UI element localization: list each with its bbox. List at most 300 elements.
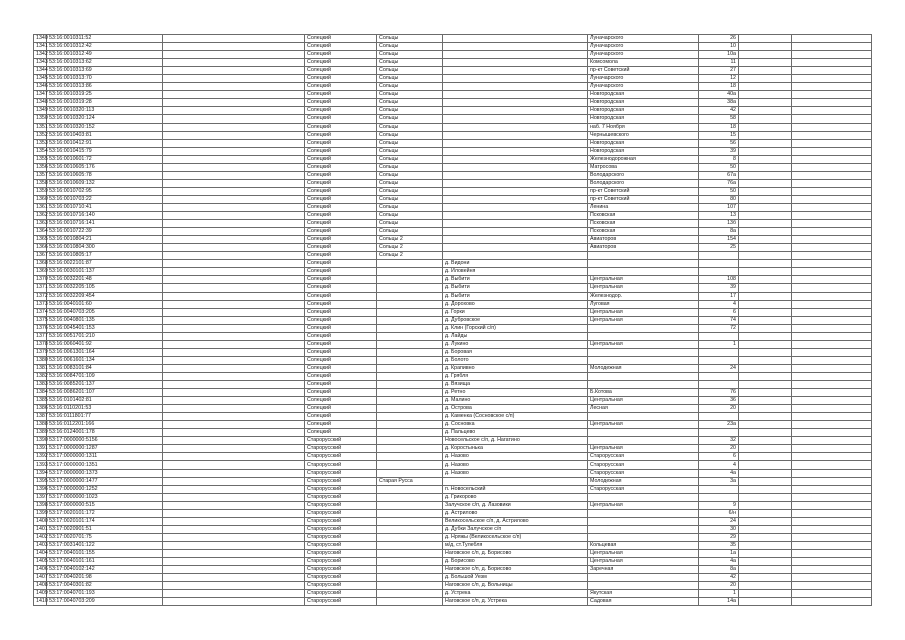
table-row	[34, 445, 872, 453]
street-cell	[588, 429, 699, 437]
row-number-cell: 1393	[34, 461, 47, 469]
cadastral-number-cell: 53:17:0000000:1477	[47, 477, 163, 485]
row-number-cell: 1409	[34, 590, 47, 598]
house-number-cell: 8а	[699, 566, 739, 574]
city-cell	[377, 541, 443, 549]
cadastral-number-cell: 53:16:0010313:62	[47, 59, 163, 67]
empty-column-cell	[739, 292, 792, 300]
empty-column-cell	[739, 155, 792, 163]
street-cell: Луговая	[588, 300, 699, 308]
district-cell: Солецкий	[305, 139, 377, 147]
row-number-cell: 1373	[34, 300, 47, 308]
table-row	[34, 147, 872, 155]
district-cell: Солецкий	[305, 308, 377, 316]
empty-column-cell	[739, 99, 792, 107]
cadastral-number-cell: 53:16:0010703:22	[47, 195, 163, 203]
street-cell	[588, 582, 699, 590]
empty-column-cell	[792, 421, 872, 429]
street-cell: Чернышевского	[588, 131, 699, 139]
empty-column-cell	[739, 115, 792, 123]
cadastral-number-cell: 53:16:0045401:153	[47, 324, 163, 332]
empty-column-cell	[739, 244, 792, 252]
row-number-cell: 1391	[34, 445, 47, 453]
empty-column-cell	[739, 324, 792, 332]
cadastral-number-cell: 53:17:0000000:1287	[47, 445, 163, 453]
district-cell: Солецкий	[305, 381, 377, 389]
district-cell: Солецкий	[305, 35, 377, 43]
empty-column-cell	[739, 574, 792, 582]
cadastral-number-cell: 53:17:0040301:82	[47, 582, 163, 590]
empty-column-cell	[792, 340, 872, 348]
cadastral-number-cell: 53:16:0010605:78	[47, 171, 163, 179]
city-cell	[377, 437, 443, 445]
table-row	[34, 155, 872, 163]
settlement-cell: п. Новосельский	[443, 485, 588, 493]
row-number-cell: 1387	[34, 413, 47, 421]
cadastral-number-cell: 53:16:0010319:25	[47, 91, 163, 99]
street-cell: Комсомола	[588, 59, 699, 67]
house-number-cell: 13б	[699, 220, 739, 228]
house-number-cell: 27	[699, 67, 739, 75]
city-cell	[377, 421, 443, 429]
street-cell: Заречная	[588, 566, 699, 574]
row-number-cell: 1347	[34, 91, 47, 99]
district-cell: Солецкий	[305, 91, 377, 99]
district-cell: Солецкий	[305, 372, 377, 380]
table-row	[34, 332, 872, 340]
empty-column-cell	[163, 461, 305, 469]
street-cell: Володарского	[588, 179, 699, 187]
house-number-cell: 32	[699, 437, 739, 445]
empty-column-cell	[163, 147, 305, 155]
settlement-cell	[443, 139, 588, 147]
empty-column-cell	[792, 99, 872, 107]
settlement-cell: д. Видони	[443, 260, 588, 268]
street-cell: пр-кт Советский	[588, 187, 699, 195]
empty-column-cell	[163, 525, 305, 533]
empty-column-cell	[163, 236, 305, 244]
table-row	[34, 397, 872, 405]
cadastral-number-cell: 53:16:0124001:178	[47, 429, 163, 437]
city-cell: Сольцы	[377, 131, 443, 139]
row-number-cell: 1395	[34, 477, 47, 485]
district-cell: Старорусский	[305, 541, 377, 549]
city-cell: Сольцы	[377, 51, 443, 59]
empty-column-cell	[739, 372, 792, 380]
house-number-cell: 1	[699, 590, 739, 598]
cadastral-number-cell: 53:16:0010601:72	[47, 155, 163, 163]
row-number-cell: 1403	[34, 541, 47, 549]
cadastral-number-cell: 53:16:0032201:48	[47, 276, 163, 284]
house-number-cell: 50	[699, 187, 739, 195]
city-cell	[377, 276, 443, 284]
empty-column-cell	[163, 477, 305, 485]
house-number-cell: 24	[699, 517, 739, 525]
empty-column-cell	[739, 356, 792, 364]
row-number-cell: 1344	[34, 67, 47, 75]
empty-column-cell	[792, 59, 872, 67]
house-number-cell	[699, 356, 739, 364]
row-number-cell: 1362	[34, 212, 47, 220]
cadastral-number-cell: 53:16:0040801:135	[47, 316, 163, 324]
empty-column-cell	[792, 453, 872, 461]
empty-column-cell	[163, 582, 305, 590]
settlement-cell: Залучское с/п, д. Лазовики	[443, 501, 588, 509]
district-cell: Старорусский	[305, 525, 377, 533]
settlement-cell	[443, 75, 588, 83]
empty-column-cell	[739, 533, 792, 541]
street-cell	[588, 493, 699, 501]
street-cell: Центральная	[588, 445, 699, 453]
city-cell: Сольцы	[377, 195, 443, 203]
cadastral-number-cell: 53:16:0010609:132	[47, 179, 163, 187]
table-row	[34, 558, 872, 566]
house-number-cell	[699, 252, 739, 260]
empty-column-cell	[792, 203, 872, 211]
table-row	[34, 284, 872, 292]
district-cell: Старорусский	[305, 453, 377, 461]
empty-column-cell	[792, 107, 872, 115]
city-cell	[377, 429, 443, 437]
empty-column-cell	[792, 300, 872, 308]
district-cell: Солецкий	[305, 316, 377, 324]
empty-column-cell	[792, 405, 872, 413]
district-cell: Солецкий	[305, 421, 377, 429]
empty-column-cell	[792, 276, 872, 284]
row-number-cell: 1400	[34, 517, 47, 525]
settlement-cell: д. Выбити	[443, 276, 588, 284]
empty-column-cell	[739, 147, 792, 155]
district-cell: Солецкий	[305, 389, 377, 397]
cadastral-number-cell: 53:17:0040101:161	[47, 558, 163, 566]
empty-column-cell	[792, 171, 872, 179]
empty-column-cell	[792, 550, 872, 558]
settlement-cell	[443, 228, 588, 236]
registry-table	[33, 34, 872, 606]
table-row	[34, 292, 872, 300]
street-cell: Центральная	[588, 501, 699, 509]
city-cell: Сольцы	[377, 155, 443, 163]
row-number-cell: 1365	[34, 236, 47, 244]
empty-column-cell	[163, 517, 305, 525]
city-cell	[377, 300, 443, 308]
empty-column-cell	[792, 356, 872, 364]
cadastral-number-cell: 53:16:0010716:141	[47, 220, 163, 228]
city-cell: Сольцы	[377, 139, 443, 147]
house-number-cell: 13	[699, 212, 739, 220]
table-row	[34, 485, 872, 493]
house-number-cell: 76а	[699, 179, 739, 187]
settlement-cell: д. Грябля	[443, 372, 588, 380]
cadastral-number-cell: 53:16:0083101:84	[47, 364, 163, 372]
district-cell: Солецкий	[305, 324, 377, 332]
house-number-cell: 36	[699, 397, 739, 405]
district-cell: Солецкий	[305, 397, 377, 405]
house-number-cell: 10	[699, 43, 739, 51]
row-number-cell: 1392	[34, 453, 47, 461]
empty-column-cell	[739, 203, 792, 211]
empty-column-cell	[739, 35, 792, 43]
city-cell	[377, 372, 443, 380]
empty-column-cell	[163, 372, 305, 380]
cadastral-number-cell: 53:17:0020101:174	[47, 517, 163, 525]
settlement-cell	[443, 477, 588, 485]
empty-column-cell	[739, 300, 792, 308]
cadastral-number-cell: 53:16:0010804:300	[47, 244, 163, 252]
city-cell: Сольцы	[377, 107, 443, 115]
settlement-cell: д. Каменка (Сосновское с/п)	[443, 413, 588, 421]
district-cell: Солецкий	[305, 99, 377, 107]
row-number-cell: 1369	[34, 268, 47, 276]
empty-column-cell	[739, 413, 792, 421]
row-number-cell: 1343	[34, 59, 47, 67]
district-cell: Старорусский	[305, 461, 377, 469]
street-cell: Луначарского	[588, 83, 699, 91]
empty-column-cell	[739, 485, 792, 493]
city-cell	[377, 308, 443, 316]
house-number-cell: 67а	[699, 171, 739, 179]
street-cell: Матросова	[588, 163, 699, 171]
empty-column-cell	[739, 550, 792, 558]
empty-column-cell	[792, 501, 872, 509]
district-cell: Старорусский	[305, 550, 377, 558]
row-number-cell: 1394	[34, 469, 47, 477]
empty-column-cell	[739, 525, 792, 533]
city-cell	[377, 364, 443, 372]
city-cell: Сольцы	[377, 147, 443, 155]
settlement-cell	[443, 171, 588, 179]
street-cell	[588, 574, 699, 582]
district-cell: Солецкий	[305, 252, 377, 260]
empty-column-cell	[163, 356, 305, 364]
empty-column-cell	[792, 574, 872, 582]
empty-column-cell	[163, 212, 305, 220]
street-cell	[588, 324, 699, 332]
table-row	[34, 324, 872, 332]
table-row	[34, 308, 872, 316]
row-number-cell: 1346	[34, 83, 47, 91]
cadastral-number-cell: 53:16:0010804:21	[47, 236, 163, 244]
cadastral-number-cell: 53:16:0010716:140	[47, 212, 163, 220]
settlement-cell: д. Вязища	[443, 381, 588, 389]
empty-column-cell	[792, 35, 872, 43]
street-cell	[588, 437, 699, 445]
empty-column-cell	[739, 381, 792, 389]
row-number-cell: 1377	[34, 332, 47, 340]
settlement-cell: д. Назово	[443, 461, 588, 469]
empty-column-cell	[163, 252, 305, 260]
cadastral-number-cell: 53:16:0040703:205	[47, 308, 163, 316]
row-number-cell: 1342	[34, 51, 47, 59]
street-cell	[588, 517, 699, 525]
street-cell: Центральная	[588, 421, 699, 429]
empty-column-cell	[792, 75, 872, 83]
settlement-cell	[443, 187, 588, 195]
empty-column-cell	[163, 292, 305, 300]
empty-column-cell	[163, 195, 305, 203]
cadastral-number-cell: 53:16:0010312:42	[47, 43, 163, 51]
district-cell: Солецкий	[305, 364, 377, 372]
row-number-cell: 1351	[34, 123, 47, 131]
empty-column-cell	[739, 429, 792, 437]
empty-column-cell	[163, 541, 305, 549]
settlement-cell: д. Дубки Залучское с/п	[443, 525, 588, 533]
empty-column-cell	[739, 107, 792, 115]
city-cell	[377, 590, 443, 598]
table-row	[34, 203, 872, 211]
house-number-cell: 39	[699, 284, 739, 292]
empty-column-cell	[792, 364, 872, 372]
row-number-cell: 1357	[34, 171, 47, 179]
cadastral-number-cell: 53:17:0020101:172	[47, 509, 163, 517]
house-number-cell: 4а	[699, 558, 739, 566]
street-cell: Кольцевая	[588, 541, 699, 549]
cadastral-number-cell: 53:16:0010415:79	[47, 147, 163, 155]
district-cell: Солецкий	[305, 405, 377, 413]
cadastral-number-cell: 53:17:0000000:1311	[47, 453, 163, 461]
settlement-cell	[443, 212, 588, 220]
street-cell	[588, 332, 699, 340]
cadastral-number-cell: 53:16:0010312:49	[47, 51, 163, 59]
empty-column-cell	[792, 381, 872, 389]
district-cell: Солецкий	[305, 236, 377, 244]
district-cell: Старорусский	[305, 598, 377, 606]
empty-column-cell	[163, 228, 305, 236]
empty-column-cell	[163, 429, 305, 437]
city-cell	[377, 501, 443, 509]
settlement-cell	[443, 51, 588, 59]
empty-column-cell	[739, 316, 792, 324]
empty-column-cell	[792, 517, 872, 525]
settlement-cell	[443, 131, 588, 139]
table-row	[34, 421, 872, 429]
street-cell: Центральная	[588, 316, 699, 324]
empty-column-cell	[792, 485, 872, 493]
house-number-cell	[699, 372, 739, 380]
table-row	[34, 477, 872, 485]
row-number-cell: 1381	[34, 364, 47, 372]
row-number-cell: 1406	[34, 566, 47, 574]
empty-column-cell	[739, 493, 792, 501]
row-number-cell: 1410	[34, 598, 47, 606]
table-row	[34, 348, 872, 356]
city-cell: Сольцы	[377, 75, 443, 83]
district-cell: Старорусский	[305, 590, 377, 598]
empty-column-cell	[163, 340, 305, 348]
row-number-cell: 1396	[34, 485, 47, 493]
street-cell: Новгородская	[588, 91, 699, 99]
table-row	[34, 67, 872, 75]
settlement-cell	[443, 244, 588, 252]
table-row	[34, 356, 872, 364]
empty-column-cell	[792, 228, 872, 236]
cadastral-number-cell: 53:17:0000000:1373	[47, 469, 163, 477]
empty-column-cell	[739, 453, 792, 461]
row-number-cell: 1385	[34, 397, 47, 405]
table-row	[34, 509, 872, 517]
table-row	[34, 501, 872, 509]
empty-column-cell	[739, 348, 792, 356]
house-number-cell: 35	[699, 541, 739, 549]
empty-column-cell	[739, 397, 792, 405]
empty-column-cell	[792, 493, 872, 501]
cadastral-number-cell: 53:17:0000000:1023	[47, 493, 163, 501]
street-cell: Центральная	[588, 397, 699, 405]
house-number-cell: 8а	[699, 228, 739, 236]
empty-column-cell	[739, 566, 792, 574]
settlement-cell	[443, 83, 588, 91]
empty-column-cell	[739, 228, 792, 236]
street-cell: Луначарского	[588, 75, 699, 83]
city-cell	[377, 469, 443, 477]
district-cell: Солецкий	[305, 179, 377, 187]
empty-column-cell	[792, 316, 872, 324]
table-row	[34, 163, 872, 171]
settlement-cell: Великосельское с/п, д. Астрилово	[443, 517, 588, 525]
settlement-cell: Наговское с/п, д. Вольницы	[443, 582, 588, 590]
cadastral-number-cell: 53:16:0110201:53	[47, 405, 163, 413]
row-number-cell: 1355	[34, 155, 47, 163]
empty-column-cell	[792, 445, 872, 453]
house-number-cell: 38а	[699, 99, 739, 107]
street-cell: Центральная	[588, 340, 699, 348]
house-number-cell: 20	[699, 405, 739, 413]
settlement-cell: д. Крапивно	[443, 364, 588, 372]
house-number-cell: 20	[699, 582, 739, 590]
street-cell: Железнодорожная	[588, 155, 699, 163]
street-cell: Новгородская	[588, 147, 699, 155]
cadastral-number-cell: 53:17:0040101:155	[47, 550, 163, 558]
empty-column-cell	[163, 405, 305, 413]
house-number-cell	[699, 493, 739, 501]
empty-column-cell	[163, 493, 305, 501]
house-number-cell: 154	[699, 236, 739, 244]
row-number-cell: 1397	[34, 493, 47, 501]
row-number-cell: 1378	[34, 340, 47, 348]
empty-column-cell	[792, 163, 872, 171]
table-row	[34, 99, 872, 107]
empty-column-cell	[163, 445, 305, 453]
street-cell	[588, 509, 699, 517]
city-cell: Сольцы	[377, 228, 443, 236]
empty-column-cell	[163, 348, 305, 356]
table-row	[34, 517, 872, 525]
empty-column-cell	[739, 171, 792, 179]
table-row	[34, 83, 872, 91]
row-number-cell: 1402	[34, 533, 47, 541]
empty-column-cell	[792, 147, 872, 155]
table-row	[34, 461, 872, 469]
cadastral-number-cell: 53:16:0010605:176	[47, 163, 163, 171]
table-row	[34, 220, 872, 228]
empty-column-cell	[163, 203, 305, 211]
table-row	[34, 566, 872, 574]
table-row	[34, 590, 872, 598]
settlement-cell: д. Ретно	[443, 389, 588, 397]
settlement-cell: д. Выбити	[443, 284, 588, 292]
empty-column-cell	[792, 598, 872, 606]
district-cell: Солецкий	[305, 356, 377, 364]
empty-column-cell	[792, 131, 872, 139]
house-number-cell: 15	[699, 131, 739, 139]
street-cell: Лесная	[588, 405, 699, 413]
table-row	[34, 316, 872, 324]
street-cell	[588, 533, 699, 541]
cadastral-number-cell: 53:16:0010313:69	[47, 67, 163, 75]
city-cell	[377, 389, 443, 397]
city-cell	[377, 340, 443, 348]
settlement-cell: д. Астрилово	[443, 509, 588, 517]
